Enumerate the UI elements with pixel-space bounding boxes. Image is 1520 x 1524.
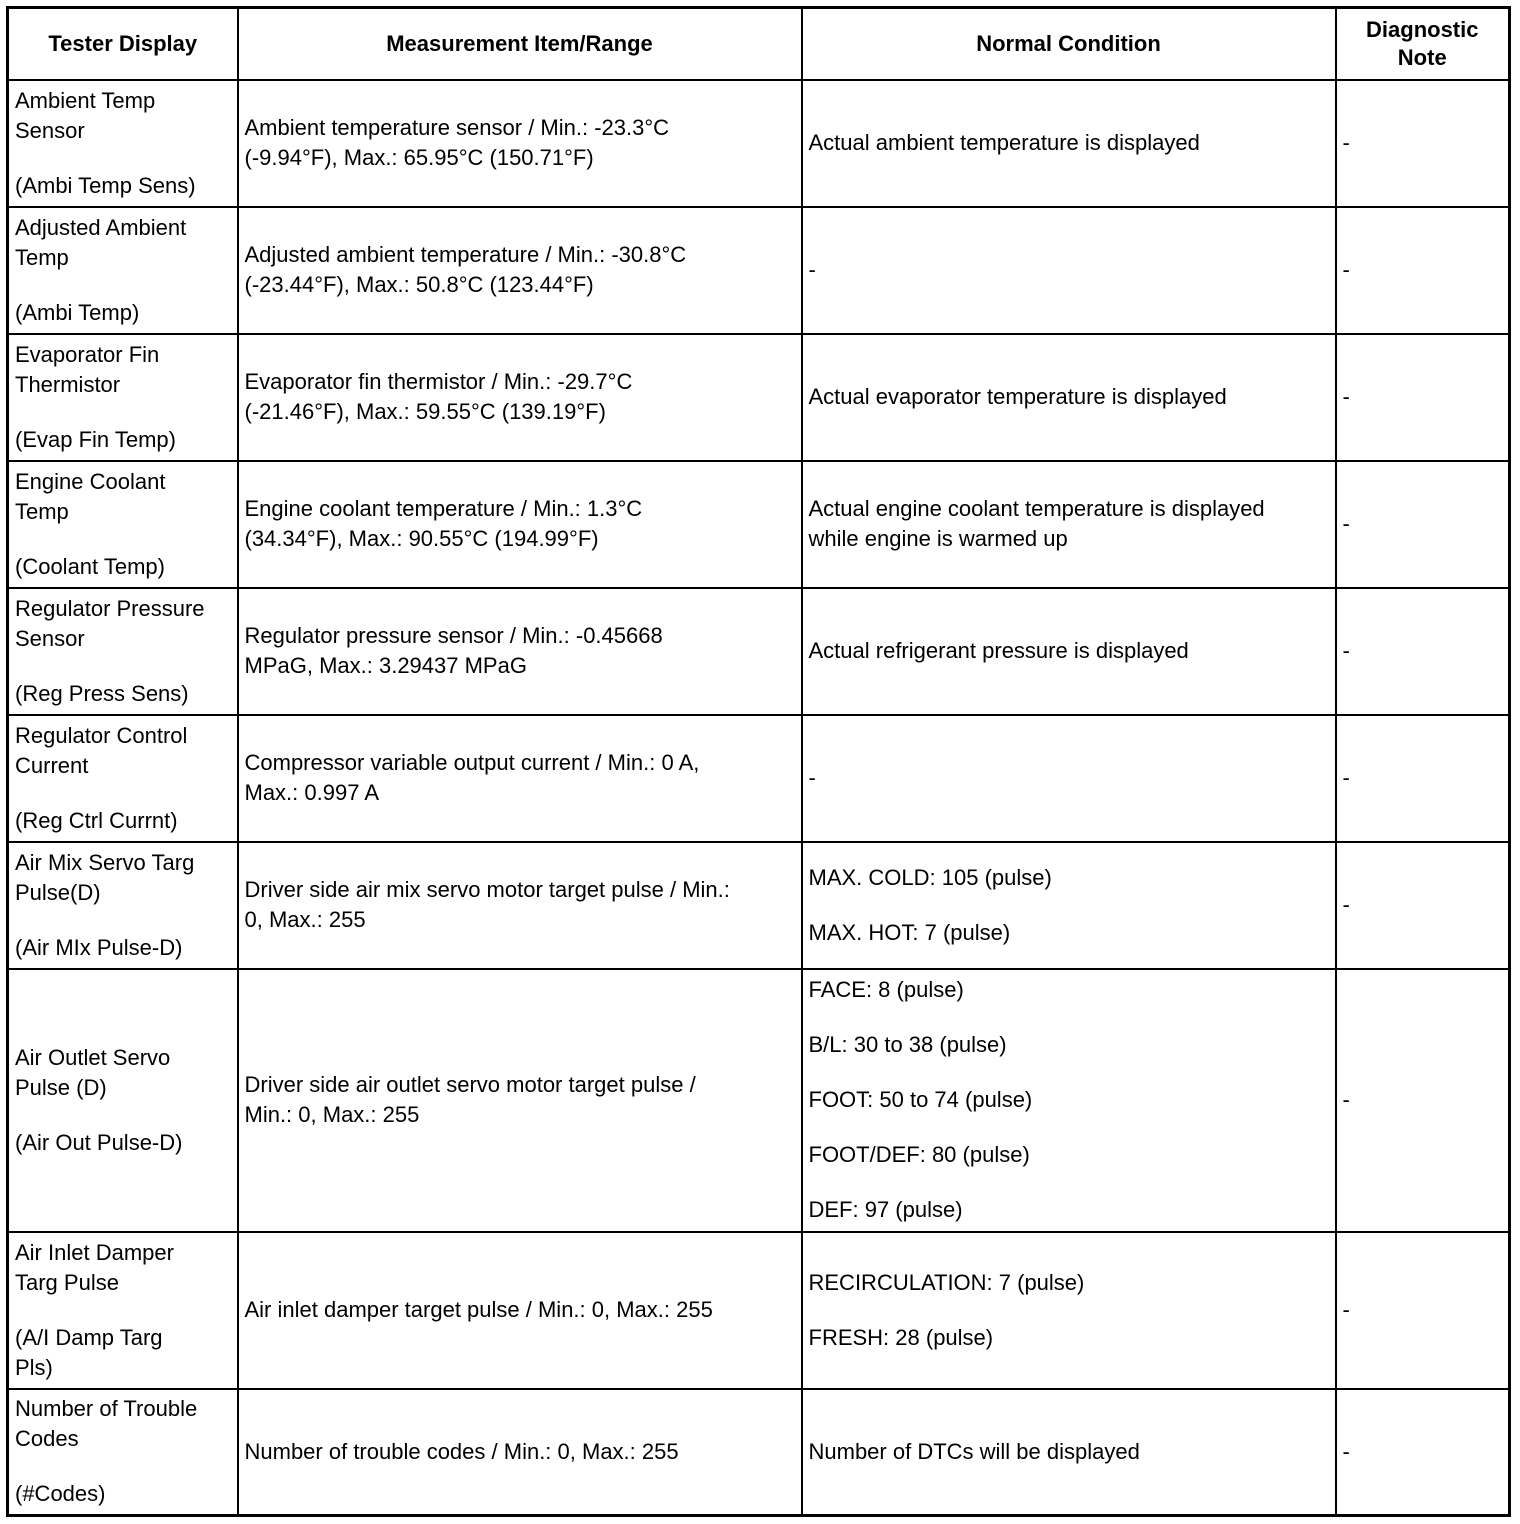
tester-name-line: Sensor <box>15 625 85 651</box>
table-row <box>8 588 1510 715</box>
tester-abbr: (#Codes) <box>15 1481 106 1507</box>
tester-name-line: Codes <box>15 1426 79 1452</box>
normal-condition-line: DEF: 97 (pulse) <box>808 1197 963 1222</box>
table-row <box>8 969 1510 1232</box>
measurement-line: Number of trouble codes / Min.: 0, Max.: 255 <box>244 1438 679 1464</box>
normal-condition-line: Actual ambient temperature is displayed <box>808 130 1200 155</box>
normal-condition-line: MAX. COLD: 105 (pulse) <box>808 864 1052 890</box>
tester-name-line: Adjusted Ambient <box>15 214 187 240</box>
tester-name-line: Engine Coolant <box>15 468 166 494</box>
diagnostic-note-cell: - <box>1336 715 1510 842</box>
tester-abbr: (Evap Fin Temp) <box>15 426 176 452</box>
header-row <box>8 8 1510 80</box>
tester-name-line: Targ Pulse <box>15 1269 119 1295</box>
diagnostic-note-cell: - <box>1336 1232 1510 1389</box>
normal-condition-cell <box>802 461 1336 588</box>
tester-name-line: Temp <box>15 244 69 270</box>
table-row <box>8 80 1510 207</box>
tester-abbr: (Reg Ctrl Currnt) <box>15 807 178 833</box>
tester-abbr: (Reg Press Sens) <box>15 680 189 706</box>
measurement-line: MPaG, Max.: 3.29437 MPaG <box>244 653 527 678</box>
tester-name-line: Regulator Control <box>15 722 188 748</box>
tester-display-cell <box>8 461 238 588</box>
measurement-cell <box>238 842 802 969</box>
normal-condition-cell <box>802 1389 1336 1516</box>
table-row <box>8 842 1510 969</box>
measurement-line: Driver side air mix servo motor target pulse / Min.: <box>244 877 730 902</box>
normal-condition-line: FACE: 8 (pulse) <box>808 977 964 1002</box>
measurement-line: 0, Max.: 255 <box>244 907 366 932</box>
tester-display-cell <box>8 969 238 1232</box>
measurement-line: Compressor variable output current / Min.: 0 A, <box>244 750 700 775</box>
measurement-line: Driver side air outlet servo motor target pulse / <box>244 1072 696 1097</box>
tester-abbr: (Air Out Pulse-D) <box>15 1129 183 1155</box>
normal-condition-line: - <box>808 765 816 790</box>
tester-display-cell <box>8 334 238 461</box>
normal-condition-line: RECIRCULATION: 7 (pulse) <box>808 1269 1085 1295</box>
measurement-cell <box>238 334 802 461</box>
tester-display-cell <box>8 715 238 842</box>
measurement-cell <box>238 1389 802 1516</box>
normal-condition-line: FOOT: 50 to 74 (pulse) <box>808 1087 1033 1112</box>
normal-condition-line: Number of DTCs will be displayed <box>808 1438 1140 1464</box>
measurement-line: (-23.44°F), Max.: 50.8°C (123.44°F) <box>244 272 594 297</box>
diagnostic-note-cell: - <box>1336 334 1510 461</box>
tester-display-cell <box>8 207 238 334</box>
diagnostic-note-cell: - <box>1336 1389 1510 1516</box>
tester-name-line: Pulse(D) <box>15 879 101 905</box>
header-diagnostic-note: Diagnostic Note <box>1336 8 1510 80</box>
tester-name-line: Air Outlet Servo <box>15 1044 171 1070</box>
tester-name-line: Air Inlet Damper <box>15 1239 174 1265</box>
tester-abbr: Pls) <box>15 1354 53 1380</box>
table-row <box>8 334 1510 461</box>
normal-condition-cell <box>802 334 1336 461</box>
tester-abbr: (A/I Damp Targ <box>15 1324 163 1350</box>
diagnostic-note-cell: - <box>1336 969 1510 1232</box>
normal-condition-cell <box>802 80 1336 207</box>
tester-name-line: Air Mix Servo Targ <box>15 849 195 875</box>
tester-name-line: Regulator Pressure <box>15 595 205 621</box>
measurement-line: Max.: 0.997 A <box>244 780 380 805</box>
tester-name-line: Pulse (D) <box>15 1074 107 1100</box>
measurement-cell <box>238 461 802 588</box>
header-measurement: Measurement Item/Range <box>238 8 802 80</box>
measurement-line: Engine coolant temperature / Min.: 1.3°C <box>244 496 643 521</box>
measurement-cell <box>238 1232 802 1389</box>
measurement-cell <box>238 207 802 334</box>
tester-name-line: Temp <box>15 498 69 524</box>
diagnostic-note-cell: - <box>1336 461 1510 588</box>
tester-name-line: Ambient Temp <box>15 87 156 113</box>
table-row <box>8 461 1510 588</box>
normal-condition-line: B/L: 30 to 38 (pulse) <box>808 1032 1007 1057</box>
normal-condition-cell <box>802 715 1336 842</box>
diagnostic-note-cell: - <box>1336 588 1510 715</box>
normal-condition-cell <box>802 207 1336 334</box>
measurement-line: Min.: 0, Max.: 255 <box>244 1102 420 1127</box>
tester-name-line: Evaporator Fin <box>15 341 160 367</box>
diagnostic-note-cell: - <box>1336 207 1510 334</box>
measurement-line: Ambient temperature sensor / Min.: -23.3°C <box>244 115 670 140</box>
normal-condition-cell <box>802 1232 1336 1389</box>
tester-name-line: Thermistor <box>15 371 121 397</box>
tester-abbr: (Coolant Temp) <box>15 553 165 579</box>
measurement-cell <box>238 969 802 1232</box>
measurement-line: Air inlet damper target pulse / Min.: 0, Max.: 255 <box>244 1297 713 1322</box>
header-normal-condition: Normal Condition <box>802 8 1336 80</box>
table-row <box>8 1232 1510 1389</box>
normal-condition-line: Actual engine coolant temperature is displayed <box>808 496 1265 521</box>
measurement-cell <box>238 588 802 715</box>
measurement-cell <box>238 715 802 842</box>
tester-display-cell <box>8 1389 238 1516</box>
normal-condition-cell <box>802 969 1336 1232</box>
tester-name-line: Sensor <box>15 117 85 143</box>
measurement-line: Evaporator fin thermistor / Min.: -29.7°C <box>244 369 633 394</box>
normal-condition-line: - <box>808 257 816 282</box>
table-row <box>8 1389 1510 1516</box>
tester-abbr: (Ambi Temp) <box>15 299 140 325</box>
normal-condition-line: Actual refrigerant pressure is displayed <box>808 638 1189 663</box>
diagnostic-note-cell: - <box>1336 842 1510 969</box>
header-tester-display: Tester Display <box>8 8 238 80</box>
table-row <box>8 715 1510 842</box>
measurement-cell <box>238 80 802 207</box>
tester-name-line: Number of Trouble <box>15 1396 198 1422</box>
tester-name-line: Current <box>15 752 89 778</box>
normal-condition-cell <box>802 842 1336 969</box>
normal-condition-line: while engine is warmed up <box>808 526 1068 551</box>
diagnostic-note-cell: - <box>1336 80 1510 207</box>
tester-display-cell <box>8 842 238 969</box>
normal-condition-line: Actual evaporator temperature is displayed <box>808 384 1227 409</box>
normal-condition-line: FOOT/DEF: 80 (pulse) <box>808 1142 1030 1167</box>
normal-condition-line: MAX. HOT: 7 (pulse) <box>808 919 1011 945</box>
tester-display-cell <box>8 588 238 715</box>
data-list-table <box>6 6 1511 1517</box>
measurement-line: Regulator pressure sensor / Min.: -0.45668 <box>244 623 663 648</box>
normal-condition-cell <box>802 588 1336 715</box>
tester-display-cell <box>8 80 238 207</box>
normal-condition-line: FRESH: 28 (pulse) <box>808 1324 994 1350</box>
tester-abbr: (Ambi Temp Sens) <box>15 172 196 198</box>
measurement-line: Adjusted ambient temperature / Min.: -30.8°C <box>244 242 687 267</box>
measurement-line: (-9.94°F), Max.: 65.95°C (150.71°F) <box>244 145 594 170</box>
measurement-line: (34.34°F), Max.: 90.55°C (194.99°F) <box>244 526 599 551</box>
table-row <box>8 207 1510 334</box>
tester-abbr: (Air MIx Pulse-D) <box>15 934 183 960</box>
tester-display-cell <box>8 1232 238 1389</box>
measurement-line: (-21.46°F), Max.: 59.55°C (139.19°F) <box>244 399 606 424</box>
